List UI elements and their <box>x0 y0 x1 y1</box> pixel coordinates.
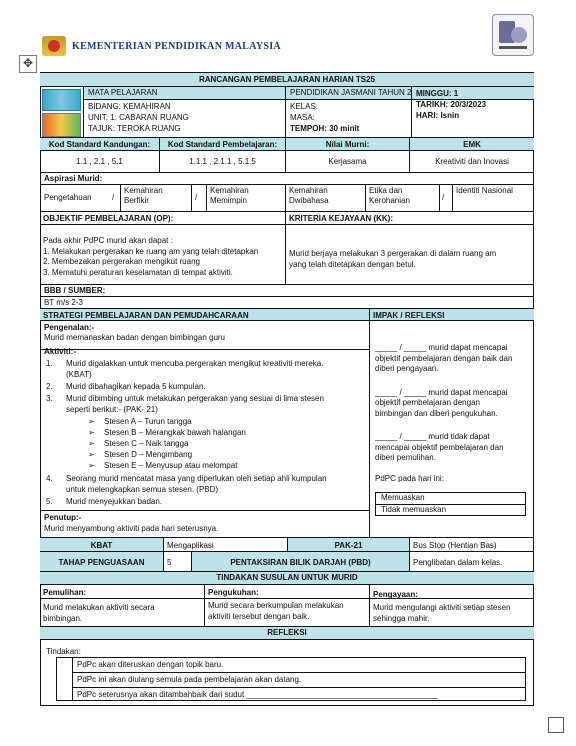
stesen-item: Stesen C – Naik tangga <box>104 439 189 448</box>
kod-header-row <box>40 138 534 151</box>
aktiviti-step: Murid dibimbing untuk melakukan pergerakan yang sesuai di lima stesen <box>66 394 324 403</box>
ts25-logo-icon <box>492 14 534 56</box>
arrow-bullet-icon: ➢ <box>88 428 95 437</box>
aspirasi-berfikir: Kemahiran Berfikir <box>120 185 192 211</box>
refleksi-option[interactable]: PdPc seterusnya akan ditambahbaik dari sudut ___________________________________________ <box>77 690 438 699</box>
stesen-item: Stesen B – Merangkak bawah halangan <box>104 428 246 437</box>
aktiviti-step: Murid dibahagikan kepada 5 kumpulan. <box>66 382 206 391</box>
resize-corner-icon[interactable] <box>548 717 564 733</box>
kod-sp-value: 1.1.1 , 2.1.1 , 5.1.5 <box>160 151 286 172</box>
aktiviti-step: Murid digalakkan untuk mencuba pergerakan mengikut kreativiti mereka. <box>66 359 324 368</box>
masa: MASA: <box>290 113 315 122</box>
impak-line: _____ / _____ murid dapat mencapai <box>375 343 508 352</box>
kod-sk-label: Kod Standard Kandungan: <box>40 138 160 150</box>
stesen-item: Stesen E – Menyusup atau melompat <box>104 461 238 470</box>
aspirasi-label: Aspirasi Murid: <box>40 173 534 185</box>
tahap-value: 5 <box>164 552 192 571</box>
hari: HARI: Isnin <box>416 111 460 120</box>
arrow-bullet-icon: ➢ <box>88 439 95 448</box>
aspirasi-pengetahuan: Pengetahuan <box>44 193 92 202</box>
bidang: BIDANG: KEMAHIRAN <box>88 102 171 111</box>
impak-line: _____ / _____ murid tidak dapat <box>375 432 490 441</box>
pemulihan-label: Pemulihan: <box>40 585 205 598</box>
pengenalan-text: Murid memanaskan badan dengan bimbingan guru <box>44 333 226 342</box>
kbat-label: KBAT <box>40 538 164 551</box>
op-line: 3. Mematuhi peraturan keselamatan di tempat aktiviti. <box>43 267 233 277</box>
kk-line: Murid berjaya melakukan 3 pergerakan di dalam ruang am <box>289 249 497 258</box>
kelas: KELAS: <box>290 102 319 111</box>
stesen-item: Stesen A – Turun tangga <box>104 417 192 426</box>
aspirasi-identiti: Identiti Nasional <box>452 185 534 211</box>
aspirasi-etika: Etika dan Kerohanian <box>366 185 440 211</box>
tahap-label: TAHAP PENGUASAAN <box>40 552 164 571</box>
move-handle-icon[interactable]: ✥ <box>19 55 37 73</box>
arrow-bullet-icon: ➢ <box>88 461 95 470</box>
pbd-label: PENTAKSIRAN BILIK DARJAH (PBD) <box>192 552 410 571</box>
kk-label: KRITERIA KEJAYAAN (KK): <box>289 214 394 223</box>
aspirasi-memimpin: Kemahiran Memimpin <box>206 185 286 211</box>
info-block <box>40 87 534 138</box>
ministry-header <box>42 36 281 56</box>
kbat-row <box>40 538 534 552</box>
arrow-bullet-icon: ➢ <box>88 450 95 459</box>
kbat-value: Mengaplikasi <box>164 538 288 551</box>
pak21-value: Bus Stop (Hentian Bas) <box>413 541 497 550</box>
mata-pelajaran-label: MATA PELAJARAN <box>84 87 285 100</box>
refleksi-label: REFLEKSI <box>40 627 534 640</box>
impak-line: _____ / _____ murid dapat mencapai <box>375 387 508 397</box>
stesen-item: Stesen D – Mengimbang <box>104 450 193 459</box>
tindakan-header-row <box>40 585 534 599</box>
refleksi-tick-column <box>56 657 72 701</box>
impak-label: IMPAK / REFLEKSI <box>373 311 445 320</box>
kod-sp-label: Kod Standard Pembelajaran: <box>160 138 286 150</box>
pengenalan-label: Pengenalan:- <box>44 323 95 332</box>
pbd-value: Penglibatan dalam kelas. <box>413 558 503 567</box>
minggu: MINGGU: 1 <box>416 89 459 98</box>
kod-sk-value: 1.1 , 2.1 , 5.1 <box>40 151 160 172</box>
refleksi-options-table <box>72 657 526 701</box>
emk-value: Kreativiti dan Inovasi <box>435 157 509 166</box>
strategi-content-row: Pengenalan:- Murid memanaskan badan dengan bimbingan guru Aktiviti:- 1. Murid digalakkan untuk mencuba pergerakan mengikut kreativiti mereka. (KBAT) 2. Murid dibahagikan kepada 5 kumpulan. 3. Murid dibimbing untuk melakukan pergerakan yang sesuai di lima stesen seperti berikut:- (PAK- 21) ➢ Stesen A – Turun tangga ➢ Stesen B – Merangkak bawah halangan ➢ Stesen C – Naik tangga ➢ Stesen D – Mengimbang ➢ Stesen E – Menyusup atau melompat 4. Seorang murid mencatat masa yang diperlukan oleh setiap ahli kumpulan untuk melengkapkan semua stesen. (PBD) 5. Murid menyejukkan badan. Penutup:- Murid menyambung aktiviti pada hari seterusnya. _____ / _____ murid dapat mencapai objektif pembelajaran dengan baik dan diberi pengayaan. _____ / _____ murid dapat mencapai objektif pembelajaran dengan bimbingan dan diberi pengukuhan. _____ / _____ murid tidak dapat mencapai objektif pembelajaran dan diberi pemulihan. PdPC pada hari ini: Memuaskan Tidak memuaskan <box>40 321 534 538</box>
subject-illustration-icon <box>40 87 84 137</box>
tindakan-sub-label: Tindakan: <box>46 647 81 656</box>
pengukuhan-label: Pengukuhan: <box>205 585 370 598</box>
aspirasi-row: Pengetahuan / Kemahiran Berfikir / Kemahiran Memimpin Kemahiran Dwibahasa Etika dan Kerohanian / Identiti Nasional <box>40 185 534 212</box>
pengayaan-text: Murid mengulangi aktiviti setiap stesen <box>373 603 511 612</box>
pemulihan-text: Murid melakukan aktiviti secara <box>43 603 155 612</box>
tahap-row <box>40 552 534 572</box>
tajuk: TAJUK: TEROKA RUANG <box>88 124 181 133</box>
kk-line: yang telah ditetapkan dengan betul. <box>289 259 416 269</box>
nilai-murni-label: Nilai Murni: <box>286 138 410 150</box>
strategi-header-row <box>40 309 534 321</box>
subject-name: PENDIDIKAN JASMANI TAHUN 2 <box>286 87 534 100</box>
tempoh: TEMPOH: 30 minit <box>290 124 360 133</box>
strategi-label: STRATEGI PEMBELAJARAN DAN PEMUDAHCARAAN <box>40 309 370 320</box>
arrow-bullet-icon: ➢ <box>88 417 95 426</box>
malaysia-crest-icon <box>42 36 66 56</box>
pdpc-memuaskan[interactable]: Memuaskan <box>376 493 525 505</box>
op-content-row <box>40 225 534 285</box>
pengukuhan-text: Murid secara berkumpulan melakukan <box>208 601 344 610</box>
pdpc-status-table <box>375 492 526 516</box>
penutup-label: Penutup:- <box>44 513 82 522</box>
pdpc-label: PdPC pada hari ini: <box>375 473 444 483</box>
nilai-murni-value: Kerjasama <box>286 151 410 172</box>
refleksi-option[interactable]: PdPc ini akan diulang semula pada pembelajaran akan datang. <box>73 673 525 688</box>
op-label: OBJEKTIF PEMBELAJARAN (OP): <box>40 212 286 224</box>
op-line: 1. Melakukan pergerakan ke ruang am yang telah ditetapkan <box>43 246 259 256</box>
ministry-name: KEMENTERIAN PENDIDIKAN MALAYSIA <box>72 40 281 52</box>
op-line: 2. Membezakan pergerakan mengikut ruang <box>43 257 200 266</box>
aktiviti-label: Aktiviti:- <box>44 347 76 356</box>
tindakan-content-row: Murid melakukan aktiviti secara bimbingan. Murid secara berkumpulan melakukan aktiviti tersebut dengan baik. Murid mengulangi aktiviti setiap stesen sehingga mahir. <box>40 599 534 627</box>
pdpc-tidak-memuaskan[interactable]: Tidak memuaskan <box>381 505 447 514</box>
op-header-row <box>40 212 534 225</box>
aktiviti-step: Seorang murid mencatat masa yang diperlukan oleh setiap ahli kumpulan <box>66 474 327 483</box>
aktiviti-step: Murid menyejukkan badan. <box>66 497 163 506</box>
op-intro: Pada akhir PdPC murid akan dapat : <box>43 236 173 245</box>
tarikh: TARIKH: 20/3/2023 <box>416 100 487 109</box>
penutup-text: Murid menyambung aktiviti pada hari seterusnya. <box>44 524 219 533</box>
tindakan-label: TINDAKAN SUSULAN UNTUK MURID <box>40 572 534 585</box>
pengayaan-label: Pengayaan: <box>373 590 418 598</box>
refleksi-option[interactable]: PdPc akan diteruskan dengan topik baru. <box>73 658 525 673</box>
plan-title: RANCANGAN PEMBELAJARAN HARIAN TS25 <box>40 73 534 87</box>
bbb-label: BBB / SUMBER: <box>40 285 534 297</box>
kod-value-row <box>40 151 534 173</box>
unit: UNIT: 1: CABARAN RUANG <box>88 113 189 122</box>
bbb-value: BT m/s 2-3 <box>40 297 534 309</box>
pak21-label: PAK-21 <box>288 538 410 551</box>
aspirasi-dwibahasa: Kemahiran Dwibahasa <box>286 185 366 211</box>
emk-label: EMK <box>463 140 481 149</box>
